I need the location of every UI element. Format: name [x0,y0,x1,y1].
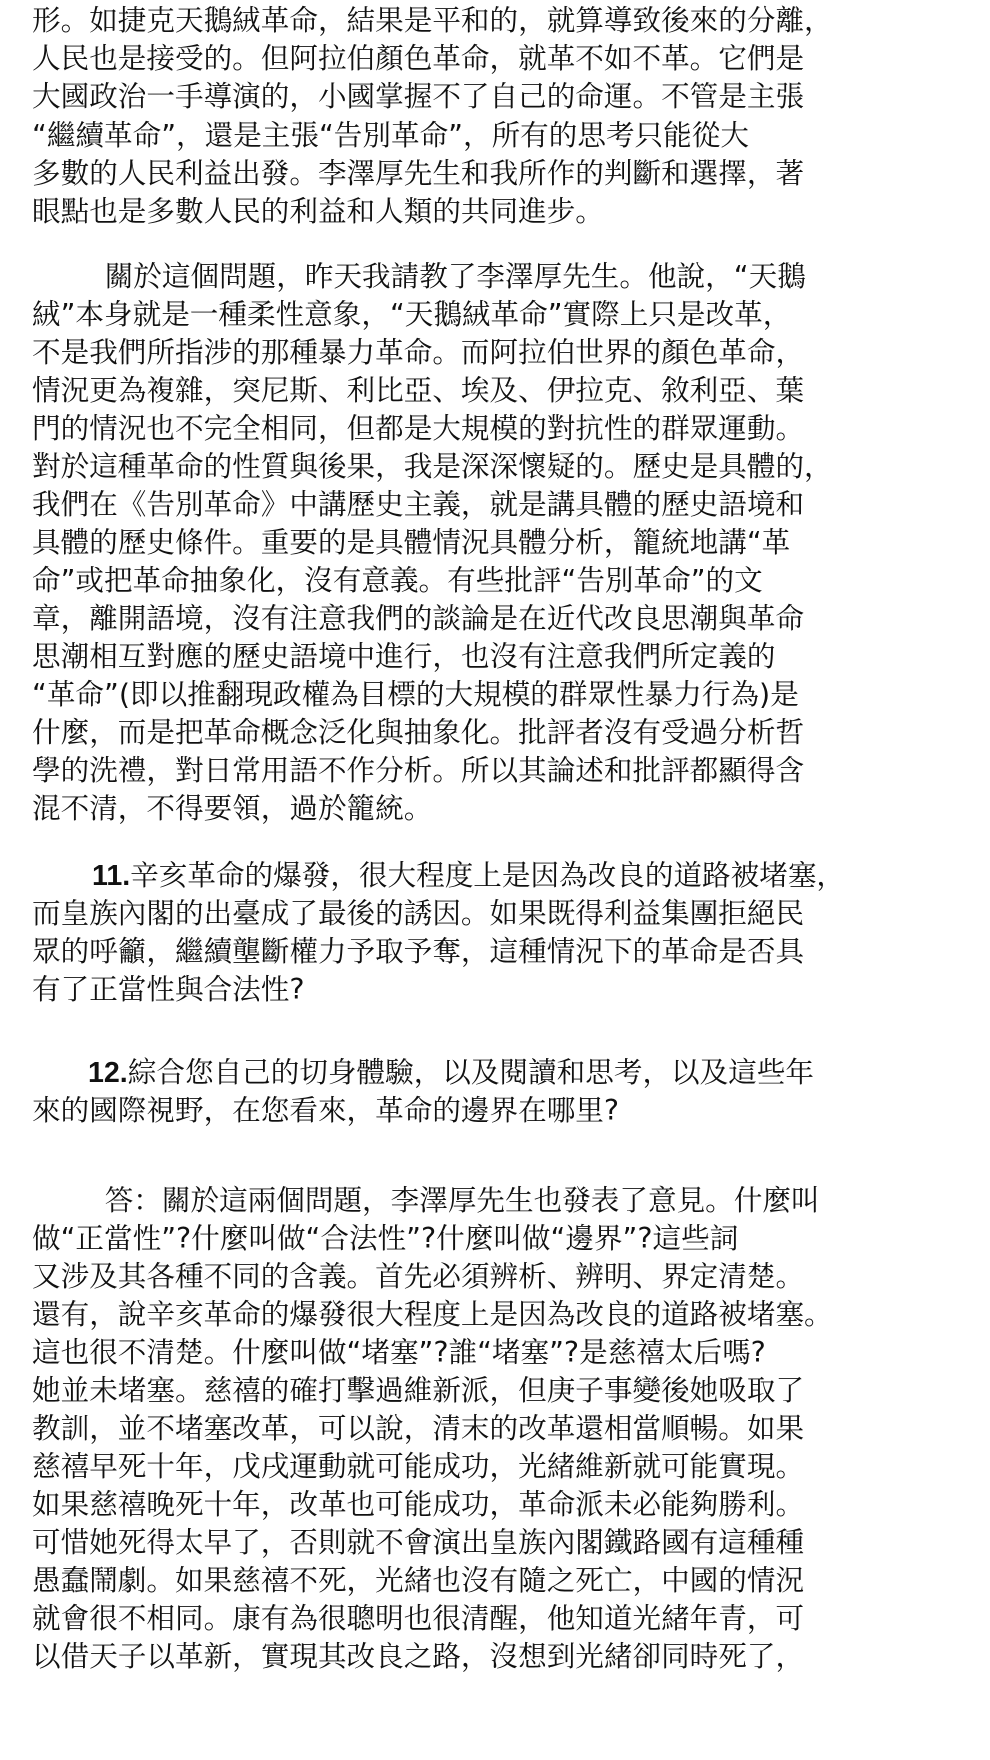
text-line: 教訓，並不堵塞改革，可以說，清末的改革還相當順暢。如果 [32,1411,805,1445]
question-11-first-line [92,855,845,895]
text-line: 又涉及其各種不同的含義。首先必須辨析、辨明、界定清楚。 [32,1259,805,1293]
text-line: 對於這種革命的性質與後果，我是深深懷疑的。歷史是具體的， [32,449,833,483]
text-line: 命”或把革命抽象化，沒有意義。有些批評“告別革命”的文 [32,563,763,597]
text-line: 思潮相互對應的歷史語境中進行，也沒有注意我們所定義的 [32,639,776,673]
text-line: 形。如捷克天鵝絨革命，結果是平和的，就算導致後來的分離， [32,3,833,37]
text-line: 章，離開語境，沒有注意我們的談論是在近代改良思潮與革命 [32,601,805,635]
text-line: 她並未堵塞。慈禧的確打擊過維新派，但庚子事變後她吸取了 [32,1373,805,1407]
text-line: 而皇族內閣的出臺成了最後的誘因。如果既得利益集團拒絕民 [32,896,805,930]
text-line: 來的國際視野，在您看來，革命的邊界在哪里? [32,1093,620,1127]
text-line: 絨”本身就是一種柔性意象，“天鵝絨革命”實際上只是改革， [32,297,792,331]
question-12-number: 12. [88,1057,128,1089]
text-line: 可惜她死得太早了，否則就不會演出皇族內閣鐵路國有這種種 [32,1525,805,1559]
text-line: 多數的人民利益出發。李澤厚先生和我所作的判斷和選擇，著 [32,156,805,190]
text-line: 做“正當性”?什麼叫做“合法性”?什麼叫做“邊界”?這些詞 [32,1221,739,1255]
text-line: 眾的呼籲，繼續壟斷權力予取予奪，這種情況下的革命是否具 [32,934,805,968]
question-11-text: 辛亥革命的爆發，很大程度上是因為改良的道路被堵塞， [130,858,846,892]
question-12-first-line [88,1052,814,1092]
text-line: 眼點也是多數人民的利益和人類的共同進步。 [32,194,604,228]
text-line: 我們在《告別革命》中講歷史主義，就是講具體的歷史語境和 [32,487,805,521]
text-line: 情況更為複雜，突尼斯、利比亞、埃及、伊拉克、敘利亞、葉 [32,373,805,407]
question-12-text: 綜合您自己的切身體驗，以及閱讀和思考，以及這些年 [127,1055,815,1089]
text-line: 這也很不清楚。什麼叫做“堵塞”?誰“堵塞”?是慈禧太后嗎? [32,1335,766,1369]
text-line: 學的洗禮，對日常用語不作分析。所以其論述和批評都顯得含 [32,753,805,787]
text-line: 答：關於這兩個問題，李澤厚先生也發表了意見。什麼叫 [32,1183,820,1217]
text-line: “繼續革命”，還是主張“告別革命”，所有的思考只能從大 [32,118,749,152]
text-line: 以借天子以革新，實現其改良之路，沒想到光緒卻同時死了， [32,1639,805,1673]
text-line: 具體的歷史條件。重要的是具體情況具體分析，籠統地講“革 [32,525,791,559]
text-line: 門的情況也不完全相同，但都是大規模的對抗性的群眾運動。 [32,411,805,445]
text-line: 混不清，不得要領，過於籠統。 [32,791,433,825]
text-line: 如果慈禧晚死十年，改革也可能成功，革命派未必能夠勝利。 [32,1487,805,1521]
text-line: 愚蠢鬧劇。如果慈禧不死，光緒也沒有隨之死亡，中國的情況 [32,1563,805,1597]
text-line: 還有，說辛亥革命的爆發很大程度上是因為改良的道路被堵塞。 [32,1297,833,1331]
text-line: 關於這個問題，昨天我請教了李澤厚先生。他說，“天鵝 [32,259,806,293]
text-line: 不是我們所指涉的那種暴力革命。而阿拉伯世界的顏色革命， [32,335,805,369]
text-line: 人民也是接受的。但阿拉伯顏色革命，就革不如不革。它們是 [32,41,805,75]
text-line: 有了正當性與合法性? [32,972,305,1006]
text-line: 大國政治一手導演的，小國掌握不了自己的命運。不管是主張 [32,79,805,113]
question-11-number: 11. [92,860,131,892]
text-line: 什麼，而是把革命概念泛化與抽象化。批評者沒有受過分析哲 [32,715,805,749]
text-line: 就會很不相同。康有為很聰明也很清醒，他知道光緒年青，可 [32,1601,805,1635]
text-line: 慈禧早死十年，戊戌運動就可能成功，光緒維新就可能實現。 [32,1449,805,1483]
text-line: “革命”(即以推翻現政權為目標的大規模的群眾性暴力行為)是 [32,677,799,711]
